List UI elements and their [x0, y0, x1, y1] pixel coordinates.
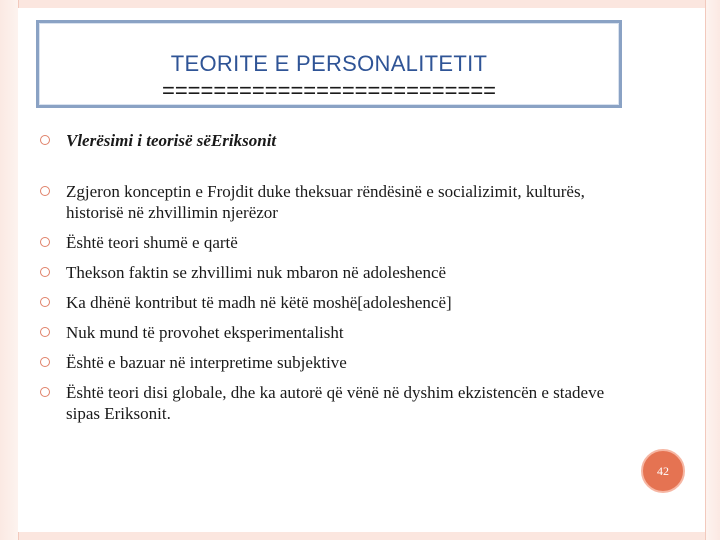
- list-item-heading: [30, 130, 640, 151]
- list-item: [30, 292, 640, 313]
- list-item-text: Është teori shumë e qartë: [66, 233, 238, 252]
- bullet-circle-icon: [40, 267, 50, 277]
- heading-text: Vlerësimi i teorisë sëEriksonit: [66, 131, 277, 150]
- list-item-text: Nuk mund të provohet eksperimentalisht: [66, 323, 344, 342]
- bullet-circle-icon: [40, 237, 50, 247]
- list-item-text: Është e bazuar në interpretime subjektive: [66, 353, 347, 372]
- bullet-circle-icon: [40, 387, 50, 397]
- page-number-badge: 42: [641, 449, 685, 493]
- slide-border-right: [705, 0, 720, 540]
- title-rule: ==========================: [161, 81, 497, 101]
- list-item: [30, 262, 640, 283]
- title-box: [36, 20, 622, 108]
- bullet-list: [30, 130, 640, 433]
- list-item: [30, 352, 640, 373]
- list-item: [30, 382, 640, 424]
- bullet-circle-icon: [40, 297, 50, 307]
- slide-border-left: [0, 0, 19, 540]
- bullet-circle-icon: [40, 357, 50, 367]
- list-item-text: Zgjeron konceptin e Frojdit duke theksuar rëndësinë e socializimit, kulturës, historisë në zhvillimin njerëzor: [66, 182, 585, 222]
- bullet-circle-icon: [40, 135, 50, 145]
- slide-border-bottom: [0, 532, 720, 540]
- list-item-text: Thekson faktin se zhvillimi nuk mbaron në adoleshencë: [66, 263, 447, 282]
- list-item: [30, 322, 640, 343]
- slide-title: TEORITE E PERSONALITETIT: [170, 51, 488, 76]
- bullet-circle-icon: [40, 186, 50, 196]
- list-item-text: Ka dhënë kontribut të madh në këtë moshë[adoleshencë]: [66, 293, 452, 312]
- list-item: [30, 181, 640, 223]
- list-item-text: Është teori disi globale, dhe ka autorë që vënë në dyshim ekzistencën e stadeve sipas Eriksonit.: [66, 383, 605, 423]
- bullet-circle-icon: [40, 327, 50, 337]
- slide-border-top: [0, 0, 720, 8]
- list-item: [30, 232, 640, 253]
